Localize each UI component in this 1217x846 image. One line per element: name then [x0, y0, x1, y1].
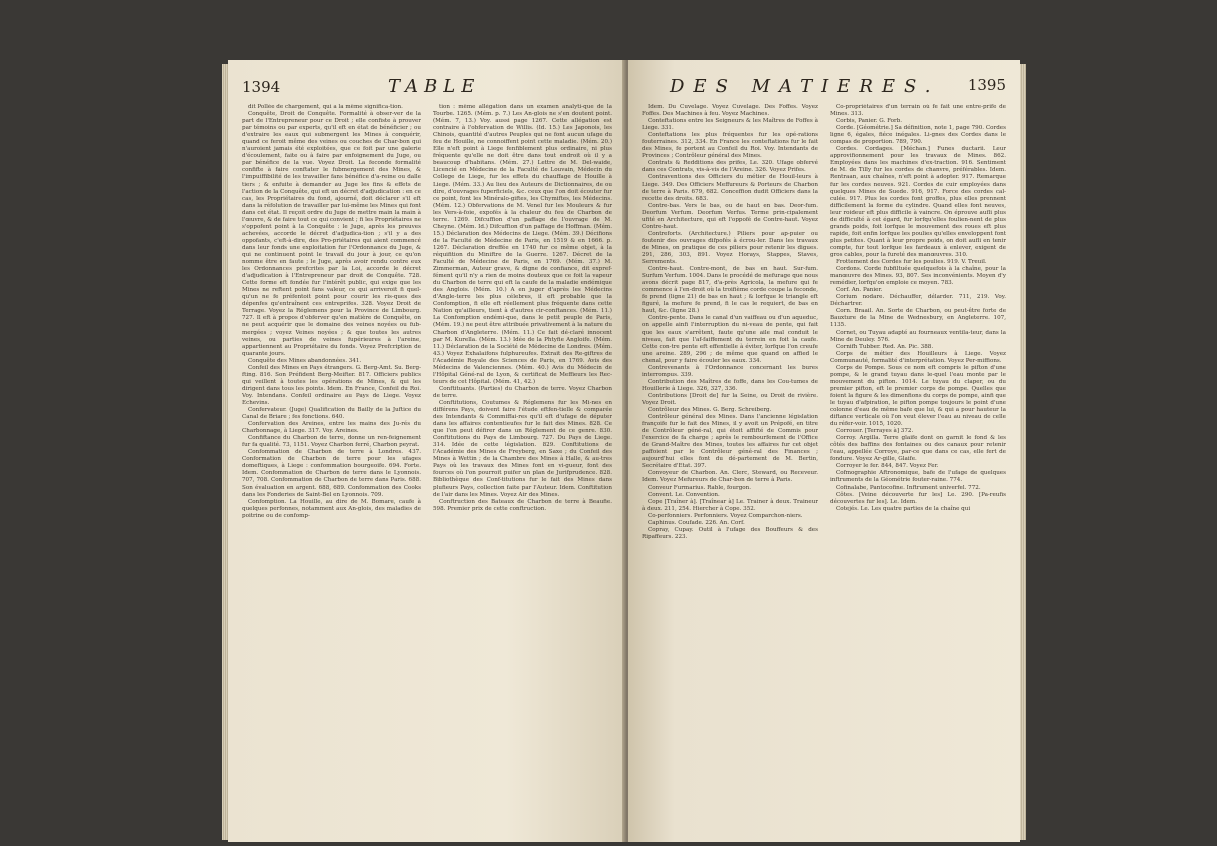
index-entry: Contre-haut. Contre-mont, de bas en haut. Sur-fum. Surfum Verfum. 1004. Dans le procédé de mefurage que nous avons décrit page 817, d'a-près Agricola, la mefure qui fe commence à l'en-droit où la troifième corde coupe la feconde, fe prend (ligne 21) de bas en haut ; & lorfque le triangle eft figuré, la mefure fe prend, fi le cas le requiert, de bas en haut, &c. (ligne 28.) [642, 266, 818, 315]
right-page [628, 60, 1020, 842]
index-entry: Cornet, ou Tuyau adapté au fourneaux ventila-teur, dans la Mine de Deuley. 576. [830, 329, 1006, 343]
index-entry: Co-propriétaires d'un terrain où fe fait une entre-prife de Mines. 313. [830, 104, 1006, 118]
index-entry: Convent. Le. Convention. [648, 491, 720, 498]
index-entry: Contreforts. (Architecture.) Piliers pour ap-puier ou foutenir des ouvrages difpofés à écrou-ler. Dans les travaux de Mines, on pratique de ces piliers pour retenir les digues. 291, 286, 303, 891. Voyez Horays, Stappes, Staves, Serrements. [642, 230, 818, 266]
index-entry: Contrevenants à l'Ordonnance concernant les bures interrompus. 339. [642, 364, 818, 378]
index-entry: Corps de Pompe. Sous ce nom eft compris le pifton d'une pompe, & le grand tuyau dans le-quel l'eau monte par le mouvement du pifton. 1014. Le tuyau du claper, ou du premier pifton, eft le premier corps de pompe. Quelles que foient la figure & les dimenfions du corps de pompe, ainfi que le tuyau d'afpiration, le pifton pompe toujours le point d'une colonne d'eau de même bafe que lui, & qui a pour hauteur la diftance verticale où l'on veut élever l'eau au niveau de celle du réfer-voir. 1015, 1020. [830, 364, 1006, 428]
index-entry: Corroyer le fer. 844, 847. Voyez Fer. [836, 463, 939, 470]
index-entry: Conquête, Droit de Conquête. Formalité à obser-ver de la part de l'Entrepreneur pour ce Droit ; elle confiste à prouver par témoins ou par experts, qu'il eft en état de bénéficier ; ou d'extraire les eaux qui submergent les Mines à conquérir, quand ce feroit même des veines ou couches de Char-bon qui n'auroient jamais été exploitées, que ce foit par une galerie d'écoulement, faite ou à faire par enfoignement du Juge, ou par bénéfice de la vue. Voyez Droit. La feconde formalité confifte à faire conftater le fubmergement des Mines, & l'impuiffibilité de les travailler fans bénéfice d'a-reine ou dalle tiers ; & enfuite à demander au Juge les fins & effets de l'action de la Conquête, qui eft un décret d'adjudication : en ce cas, les Propriétaires du fond, ajourné, doit déclarer s'il eft dans la réfolution de travailler par lui-même les Mines qui font dans cet état. Il reçoit ordre du Juge de mettre main la main à l'œuvre, & de faire tout ce qui convient ; fi les Propriétaires ne s'oppofent point à la Conquête : le Juge, après les preuves achevées, accorde le décret d'adjudica-tion ; s'il y a des oppofants, c'eft-à-dire, des Pro-priétaires qui aient commencé dans leur fonds une exploitation fur l'Ordonnance du Juge, & qui ne continuent point le travail du jour à jour, ce qu'on nomme être en faute ; le Juge, après avoir rendu contre eux les Ordonnances prefcrites par la Loi, accorde le décret d'adjudication à l'Entrepreneur par droit de Conquête. 728. Cette forme eft fondée fur l'intérêt public, qui exige que les Mines ne reftent point fans valeur, ce qui arriveroit fi quel-qu'un ne fe préfentoit point pour courir les ris-ques des dépenfes qu'entraînent ces entreprifes. 328. Voyez Droit de Terrage. Voyez la Réglemens pour la Province de Limbourg. 727. Il eft à propos d'obferver qu'en matière de Conquête, on ne peut acquérir que le domaine des veines noyées ou fub-mergées ; voyez Veines noyées ; & que toutes les autres veines, ou parties de veines fupérieures à l'areine, appartiennent au Propriétaire du fonds. Voyez Prefcription de quarante jours. [242, 111, 421, 357]
left-column-2 [433, 104, 612, 836]
index-entry: Conftituants. (Parties) du Charbon de terre. Voyez Charbon de terre. [433, 385, 612, 399]
index-entry: Cope [Traîner à]. [Traînear à] Le. Trainer à deux. Traineur à deux. 211, 254. Hiercher à Cope. 352. [642, 498, 818, 512]
index-entry: Confervateur. (Juge) Qualification du Bailly de la Juftice du Canal de Briare ; fes fonctions. 640. [242, 407, 421, 421]
index-entry: Cotejés. Le. Les quatre parties de la chaîne qui [836, 505, 971, 512]
index-entry: Corf. An. Panier. [836, 287, 883, 294]
index-entry: Contre-pente. Dans le canal d'un vaiffeau ou d'un aqueduc, on appelle ainfi l'interruption du ni-veau de pente, qui fait que les eaux s'arrêtent, faute qu'une aile mal conduit le niveau, fait que l'af-faiffement du terrein en foit la caufe. Cette con-tre pente eft effentielle à éviter, lorfque l'on creufe une areine. 289, 296 ; de même que quand on affied le chenal, pour y faire écouler les eaux. 334. [642, 315, 818, 364]
index-entry: Conftitutions, Coutumes & Réglemens fur les Mi-nes en différens Pays, doivent faire l'étude eftfen-tielle & comparée des Intendants & Commiffai-res qu'il eft d'ufage de députer dans les affaires contentieufes fur le fait des Mines. 828. Ce que l'on peut défirer dans un Réglement de ce genre. 830. Conftitutions du Pays de Limbourg. 727. Du Pays de Liege. 314. Idée de cette législation. 829. Conftitutions de l'Académie des Mines de Freyberg, en Saxe ; du Confeil des Mines à Wettin ; de la Chambre des Mines à Halle, & au-tres Pays où les travaux des Mines font en vi-gueur, font des fources où l'on pourroit puifer un plan de Jurifprudence. 828. Bibliothèque des Conf-titutions fur le fait des Mines dans plufieurs Pays, collection faite par l'Auteur. Idem. Conftitution de l'air dans les Mines. Voyez Air des Mines. [433, 399, 612, 498]
index-entry: Cordes. Cordages. [Méchan.] Funes ductarii. Leur approvifionnement pour les travaux de Mines. 862. Employées dans les machines d'ex-traction. 916. Sentiment de M. de Tilly fur les cordes de chanvre, préférables. Idem. Rentraan, aux chaînes, n'eft point à adopter. 917. Remarque fur les cordes neuves. 921. Cordes de cuir employées dans quelques Mines de Suede. 916, 917. Force des cordes cal-culée. 917. Plus les cordes font groffes, plus elles prennent difficilement la forme du cylindre. Quand elles font neuves, leur roideur eft plus difficile à vaincre. On éprouve aufli plus de difficulté à cet égard, fur lorfqu'elles foulien-nent de plus grands poids, foit lorfque le mouvement des roues eft plus rapide, foit enfin lorfque les poulies qu'elles enveloppent font plus petites. Quant à leur propre poids, on doit aufli en tenir compte, fur tout lorfque les fardeaux à enlever, exigent de gros cables, pour la fureté des manœuvres. 310. [830, 146, 1006, 258]
index-entry: Co-perfonniers. Perfonniers. Voyez Comparchon-niers. [648, 512, 803, 519]
index-entry: Cordons. Corde fubfiltuée quelquefois à la chaîne, pour la manœuvre des Mines. 93, 807. Ses inconvénients. Moyen d'y remédier, lorfqu'on emploie ce moyen. 783. [830, 266, 1006, 287]
index-entry: Contrats & Redditions des prifes, Le. 320. Ufage obfervé dans ces Contrats, vis-à-vis de l'Areine. 326. Voyez Prifes. [642, 160, 818, 174]
index-entry: Idem. Du Cuvelage. Voyez Cuvelage. Des Foffes. Voyez Foffes. Des Machines à feu. Voyez Machines. [642, 104, 818, 118]
left-running-head: TABLE [388, 76, 481, 97]
index-entry: Confomption. La Houille, au dire de M. Bomare, caufe à quelques perfonnes, notamment aux An-glois, des maladies de poitrine ou de confomp- [242, 498, 421, 519]
index-entry: Corn. Braail. An. Sorte de Charbon, ou peut-être forte de Bauxture de la Mine de Wednesbury, en Angleterre. 107, 1135. [830, 308, 1006, 329]
index-entry: Confommation de Charbon de terre à Londres. 437. Conformation de Charbon de terre pour les ufages domeftiques, à Liege : confommation bourgeoife. 694. Forte. Idem. Confommation de Charbon de terre dans le Lyonnois. 707, 708. Confommation de Charbon de terre dans Paris. 688. Son évaluation en argent. 688, 689. Confommation des Cooks dans les Fonderies de Saint-Bel en Lyonnois. 709. [242, 449, 421, 498]
right-column-2 [830, 104, 1006, 836]
index-entry: Contribution des Maîtres de foffe, dans les Cou-tumes de Houillerie à Liege. 326, 327, 336. [642, 378, 818, 392]
index-entry: Copray, Cupay. Outil à l'ufage des Bouffeurs & des Ripaffeurs. 223. [642, 526, 818, 540]
index-entry: Corps de métier des Houilleurs à Liege. Voyez Communauté, formalité d'interprétation. Voyez Per-miffions. [830, 350, 1006, 364]
right-page-number: 1395 [967, 76, 1006, 94]
index-entry: Cofmographie Aftronomique, bafe de l'ufage de quelques inftruments de la Géométrie fouter-raine. 774. [830, 470, 1006, 484]
index-entry: Confiftance du Charbon de terre, donne un ren-feignement fur fa qualité. 73, 1151. Voyez Charbon ferré, Charbon peyrat. [242, 435, 421, 449]
index-entry: Convoyeur de Charbon. An. Clerc, Steward, ou Receveur. Idem. Voyez Mefureurs de Char-bon de terre à Paris. [642, 470, 818, 484]
index-entry: Conquête des Mines abandonnées. 341. [248, 357, 362, 364]
index-entry: Contrôleur des Mines. G. Berg. Schreiberg. [648, 407, 772, 414]
left-column-1 [242, 104, 421, 836]
index-entry: Contraventions des Officiers du métier de Houil-leurs à Liege. 349. Des Officiers Meffureurs & Porteurs de Charbon de terre à Paris. 679, 682. Conceffion dudit Officiers dans la recette des droits. 683. [642, 174, 818, 202]
index-entry: Côtes. [Veine découverte fur les] Le. 290. [Pa-reufis découvertes fur les]. Le. Idem. [830, 491, 1006, 505]
index-entry: Corde. [Géométrie.] Sa définition, note 1, page 790. Cordes ligne 6, égales, fiéce inégales. Li-gnes des Cordes dans le compas de proportion. 789, 790. [830, 125, 1006, 146]
index-entry: Cornifh Tubber. Red. An. Pic. 388. [836, 343, 934, 350]
index-entry: Caphinus. Coufade. 226. An. Corf. [648, 519, 745, 526]
index-entry: Corium nodare. Déchauffer, délarder. 711, 219. Voy. Déchartrer. [830, 294, 1006, 308]
index-entry: Contributions [Droit de] fur la Seine, ou Droit de rivière. Voyez Droit. [642, 392, 818, 406]
index-entry: Conteftations entre les Seigneurs & les Maîtres de Foffes à Liege. 331. [642, 118, 818, 132]
index-entry: Corrouer. [Terrayes à] 372. [836, 428, 914, 435]
index-entry: Contrôleur général des Mines. Dans l'ancienne législation françoife fur le fait des Mines, il y avoit un Prépofé, en titre de Contrôleur géné-ral, qui étoit affifté de Commis pour l'exercice de fa charge ; après le rembourfement de l'Office de Grand-Maître des Mines, toutes les affaires fur cet objet paffoient par le Contrôleur géné-ral des Finances ; aujourd'hui elles font du dé-partement de M. Bertin, Secrétaire d'Etat. 397. [642, 414, 818, 470]
left-page-number: 1394 [242, 78, 281, 96]
index-entry: Corbis, Panier. G. Forb. [836, 118, 903, 125]
right-columns [642, 104, 1006, 836]
index-entry: Conftruction des Bateaux de Charbon de terre à Beaufie. 598. Premier prix de cette conftruction. [433, 498, 612, 512]
right-running-head: DES MATIERES. [670, 76, 940, 97]
page-edges-right [1020, 64, 1026, 840]
index-entry: Cofinalabe, Pantocofine. Inftrument univerfel. 772. [836, 484, 981, 491]
index-entry: Confeil des Mines en Pays étrangers. G. Berg-Amt. Su. Berg-fting. 816. Son Préfident Berg-Meifter. 817. Officiers publics qui veillent à toutes les opérations de Mines, & qui les dirigent dans tous les points. Idem. En France, Confeil du Roi. Voy. Intendans. Confeil ordinaire au Pays de Liege. Voyez Echevins. [242, 364, 421, 406]
right-column-1 [642, 104, 818, 836]
index-entry: Conveur Furmarius. Rable, fourgon. [648, 484, 752, 491]
index-entry: Confervation des Areines, entre les mains des Ju-rés du Charbonnage, à Liege. 317. Voy. Areines. [242, 421, 421, 435]
index-entry: Conteftations les plus fréquentes fur les opé-rations fouterraines. 312, 334. En France les conteftations fur le fait des Mines, fe portent au Confeil du Roi. Voy. Intendants de Provinces ; Contrôleur général des Mines. [642, 132, 818, 160]
index-entry: Contre-bas. Vers le bas, ou de haut en bas. Deor-fum. Deorfum Verfum. Deorfum Verfus. Terme prin-cipalement ufité en Architecture, qui eft l'oppofé de Contre-haut. Voyez Contre-haut. [642, 202, 818, 230]
index-entry: tion : même allégation dans un examen analyti-que de la Tourbe. 1265. (Mém. p. 7.) Les An-glois ne s'en doutent point. (Mém. 7, 13.) Voy. aussi page 1267. Cette allégation est contraire à l'obfervation de Willis. (Id. 15.) Les Japonois, les Chinois, quantité d'autres Peuples qui ne font aucun ufage du feu de Houille, ne connoiffent point cette maladie. (Mém. 20.) Elle n'eft point à Liege fenfiblement plus ordinaire, ni plus fréquente qu'elle ne doit être dans tout endroit où il y a beaucoup d'habitans. (Mém. 27.) Lettre de M. Del-waide, Licencié en Médecine de la Faculté de Louvain, Médecin du College de Liege, fur les effets du chauffage de Houille à Liege. (Mém. 33.) Au lieu des Auteurs de Dictionnaires, de ou dire, d'ouvrages fuperficiels, &c. ceux que l'on doit écouter fur ce point, font les Minéralo-giftes, les Chymiftes, les Médecins. (Mém. 12.) Obfervations de M. Venel fur les Mouleurs & fur les Vers-à-foie, expofés à la chaleur du feu de Charbon de terre. 1269. Difcuffion d'un paffage de l'ouvrage de M. Cheyne. (Mém. Id.) Difcuffion d'un paffage de Hoffman. (Mém. 15.) Déclaration des Médecins de Liege. (Mém. 39.) Décifions de la Faculté de Médecine de Paris, en 1519 & en 1666. p. 1267. Déclaration dreffée en 1740 fur ce même objet, à la réquifition du Miniftre de la Guerre. 1267. Décret de la Faculté de Médecine de Paris, en 1769. (Mém. 37.) M. Zimmerman, Auteur grave, & digne de confiance, dit expref-fément qu'il n'y a rien de moins douteux que ce foit la vapeur du Charbon de terre qui eft la caufe de la maladie endémique des Anglois. (Mém. 10.) A en juger d'après les Médecins d'Angle-terre les plus célebres, il eft probable que la Confomption, fi elle eft réellement plus fréquente dans cette Nation qu'ailleurs, tient à d'autres cir-conftances. (Mém. 11.) La Confomption endémi-que, dans le petit peuple de Paris, (Mém. 19.) ne peut être attribuée privativement à la nature du Charbon d'Angleterre. (Mém. 11.) Ce fait dé-claré innocent par M. Kurella. (Mém. 13.) Idée de la Phtyfie Angloife. (Mém. 11.) Déclaration de la Société de Médecine de Londres. (Mém. 43.) Voyez Exhalaifons fulphureufes. Extrait des Re-giftres de l'Académie Royale des Sciences de Paris, en 1769. Avis des Médecins de Valenciennes. (Mém. 40.) Avis du Médecin de l'Hôpital Géné-ral de Lyon, & certificat de Meffieurs les Rec-teurs de cet Hôpital. (Mém. 41, 42.) [433, 104, 612, 385]
left-columns [242, 104, 612, 836]
index-entry: Corroy. Argilla. Terre glaife dont on garnit le fond & les côtés des baffins des fontaines ou des canaux pour retenir l'eau, appellée Corroye, par-ce que dans ce cas, elle fert de fondure. Voyez Ar-gille, Glaife. [830, 435, 1006, 463]
index-entry: dit Pollée de chargement, qui a la même significa-tion. [248, 104, 403, 110]
left-page [228, 60, 626, 842]
index-entry: Frottement des Cordes fur les poulies. 919. V. Treuil. [836, 259, 987, 266]
